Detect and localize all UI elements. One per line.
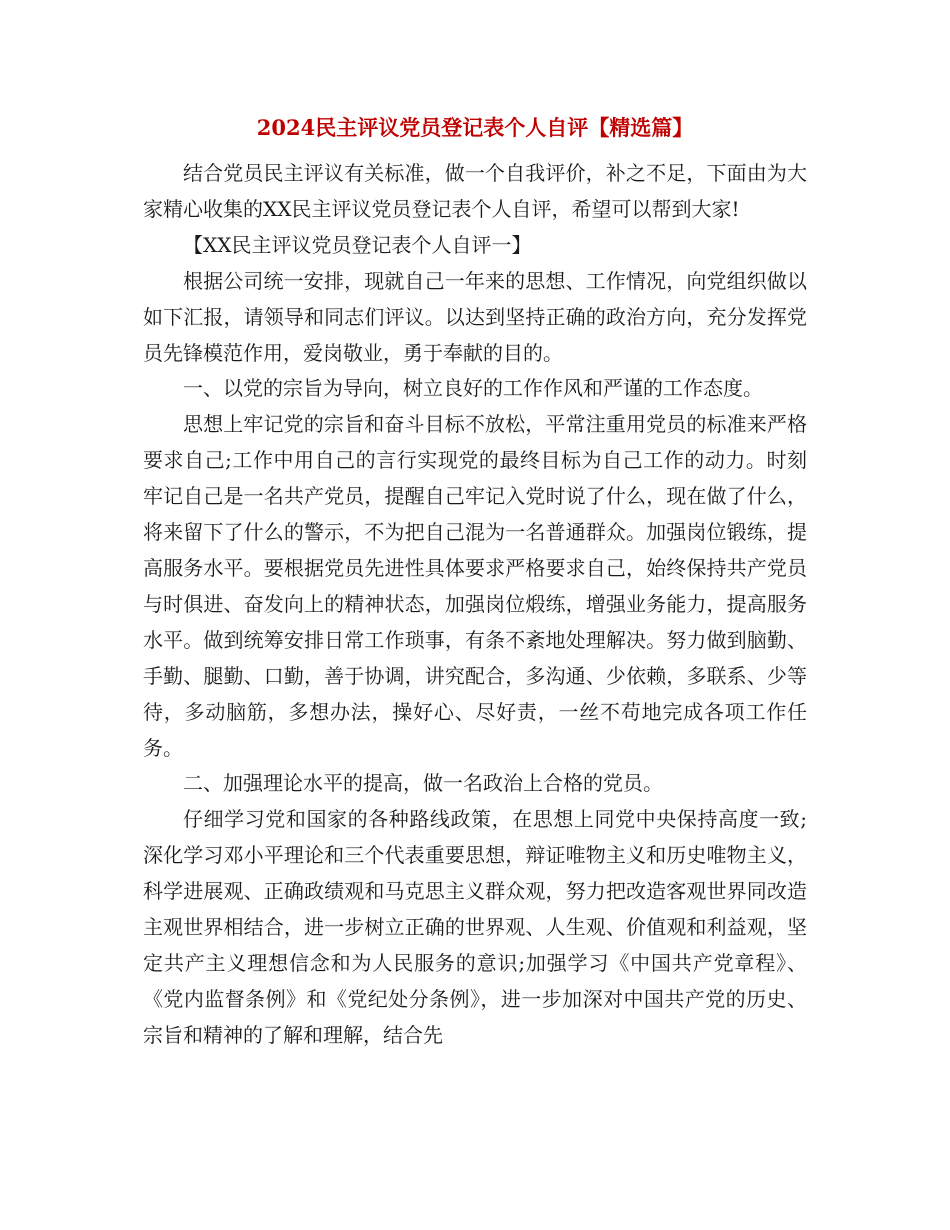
document-body — [143, 156, 807, 1054]
document-title: 2024民主评议党员登记表个人自评【精选篇】 — [256, 115, 694, 140]
intro-paragraph: 结合党员民主评议有关标准，做一个自我评价，补之不足，下面由为大家精心收集的XX民主评议党员登记表个人自评，希望可以帮到大家! — [143, 161, 807, 221]
section-heading: 【XX民主评议党员登记表个人自评一】 — [183, 232, 532, 257]
subheading-paragraph: 一、以党的宗旨为导向，树立良好的工作作风和严谨的工作态度。 — [183, 376, 763, 401]
subheading-paragraph: 二、加强理论水平的提高，做一名政治上合格的党员。 — [183, 771, 663, 796]
body-paragraph: 仔细学习党和国家的各种路线政策，在思想上同党中央保持高度一致;深化学习邓小平理论和三个代表重要思想，辩证唯物主义和历史唯物主义，科学进展观、正确政绩观和马克思主义群众观，努力把改造客观世界同改造主观世界相结合，进一步树立正确的世界观、人生观、价值观和利益观，坚定共产主义理想信念和为人民服务的意识;加强学习《中国共产党章程》、《党内监督条例》和《党纪处分条例》，进一步加深对中国共产党的历史、宗旨和精神的了解和理解，结合先 — [143, 807, 807, 1047]
body-paragraph: 根据公司统一安排，现就自己一年来的思想、工作情况，向党组织做以如下汇报，请领导和同志们评议。以达到坚持正确的政治方向，充分发挥党员先锋模范作用，爱岗敬业，勇于奉献的目的。 — [143, 268, 807, 365]
body-paragraph: 思想上牢记党的宗旨和奋斗目标不放松，平常注重用党员的标准来严格要求自己;工作中用自己的言行实现党的最终目标为自己工作的动力。时刻牢记自己是一名共产党员，提醒自己牢记入党时说了什么，现在做了什么，将来留下了什么的警示，不为把自己混为一名普通群众。加强岗位锻练，提高服务水平。要根据党员先进性具体要求严格要求自己，始终保持共产党员与时俱进、奋发向上的精神状态，加强岗位煅练，增强业务能力，提高服务水平。做到统筹安排日常工作琐事，有条不紊地处理解决。努力做到脑勤、手勤、腿勤、口勤，善于协调，讲究配合，多沟通、少依赖，多联系、少等待，多动脑筋，多想办法，操好心、尽好责，一丝不苟地完成各项工作任务。 — [143, 412, 807, 760]
